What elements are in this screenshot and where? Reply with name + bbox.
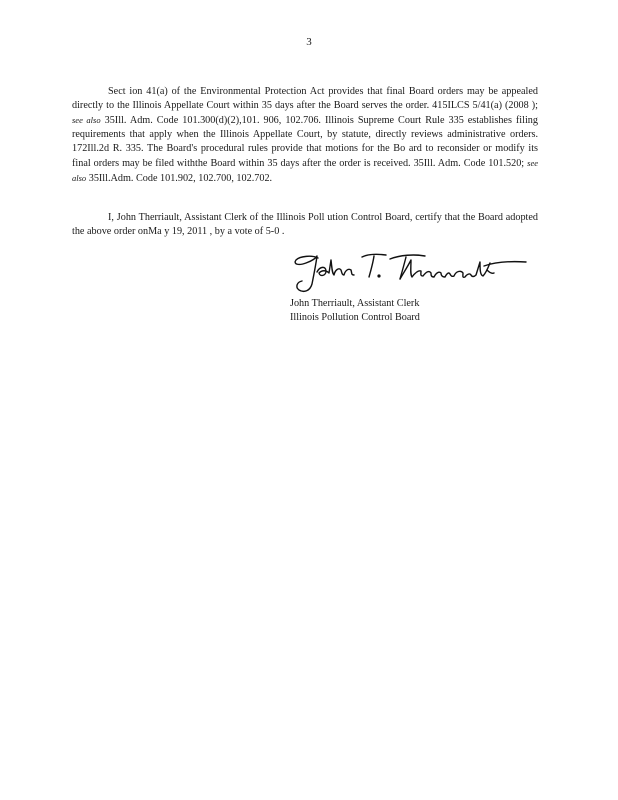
page-number: 3 (306, 36, 312, 48)
see-also-citation-signal: see also (72, 158, 538, 183)
signer-name-title: John Therriault, Assistant Clerk (290, 298, 420, 309)
see-also-citation-signal: see also (72, 115, 101, 125)
certification-paragraph: I, John Therriault, Assistant Clerk of the Illinois Poll ution Control Board, certify that the Board adopted the above order onMa y 19, 2011 , by a vote of 5-0 . (72, 212, 538, 237)
appeal-text-part-3: 35Ill.Adm. Code 101.902, 102.700, 102.702. (86, 173, 273, 184)
appeal-text-part-1: Sect ion 41(a) of the Environmental Protection Act provides that final Board orders may be appealed directly to the Illinois Appellate Court within 35 days after the Board serves the order. 415ILCS 5/41(a) (2008 ); (72, 86, 538, 111)
handwritten-signature (290, 246, 530, 296)
appeal-text-part-2: 35Ill. Adm. Code 101.300(d)(2),101. 906, 102.706. Illinois Supreme Court Rule 335 establishes filing requirements that apply when the Illinois Appellate Court, by statute, directly reviews administrative orders. 172Ill.2d R. 335. The Board's procedural rules provide that motions for the Bo ard to reconsider or modify its final orders may be filed withthe Board within 35 days after the order is received. 35Ill. Adm. Code 101.520; (72, 115, 538, 169)
appeal-rights-paragraph (72, 85, 538, 186)
signer-organization: Illinois Pollution Control Board (290, 312, 420, 323)
signature-block (290, 297, 420, 325)
